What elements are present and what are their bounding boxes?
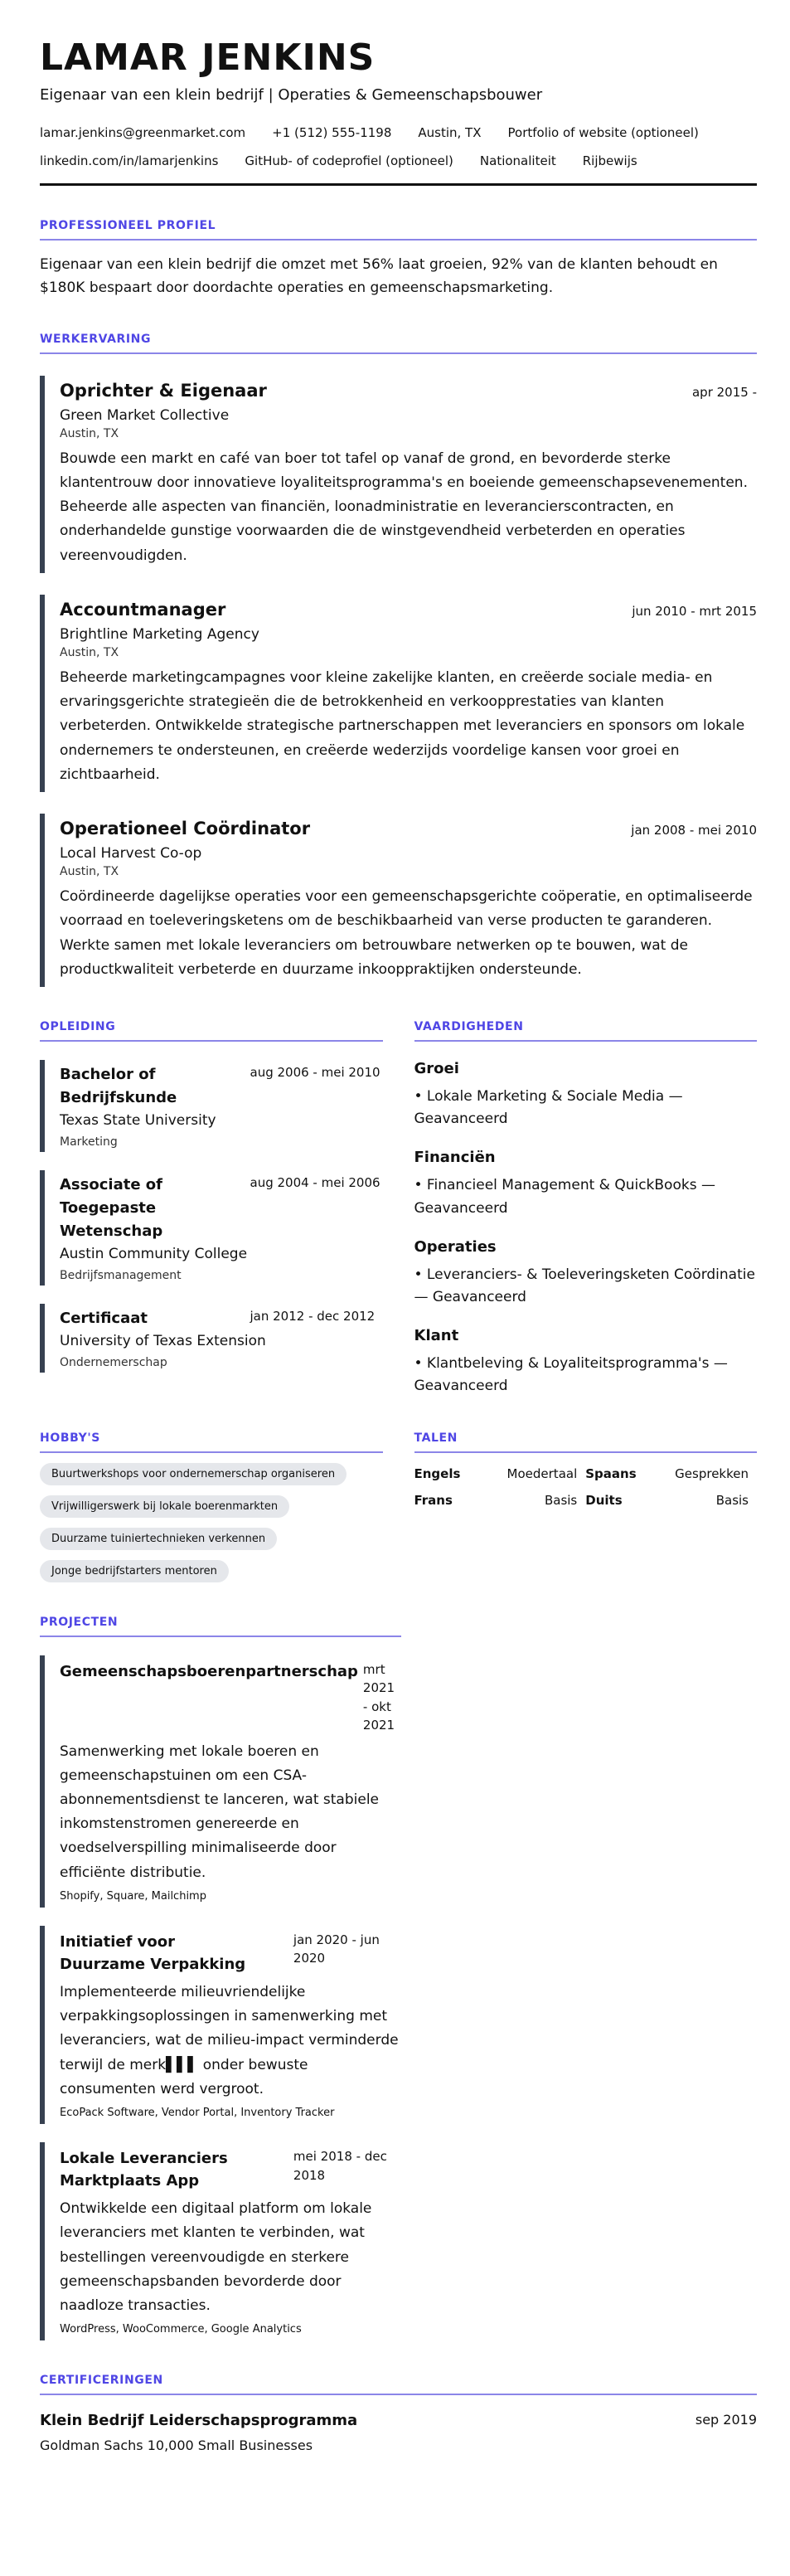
certification-entry [40, 2412, 757, 2453]
section-title-experience: WERKERVARING [40, 333, 757, 354]
project-description: Ontwikkelde een digitaal platform om lokale leveranciers met klanten te verbinden, wat bestellingen vereenvoudigde en sterkere gemeenschapsbanden bevorderde door naadloze transacties. [60, 2200, 372, 2315]
projects-section [40, 1616, 401, 2341]
hobby-chip: Buurtwerkshops voor ondernemerschap organiseren [40, 1463, 347, 1485]
contact-github[interactable]: GitHub- of codeprofiel (optioneel) [245, 153, 453, 169]
project-entry [40, 1926, 401, 2124]
education-entry [40, 1304, 383, 1373]
skill-item: • Financieel Management & QuickBooks — Geavanceerd [414, 1177, 715, 1217]
education-section [40, 1020, 383, 1398]
certification-name: Klein Bedrijf Leiderschapsprogramma [40, 2412, 358, 2430]
languages-section [414, 1431, 758, 1582]
education-date: jan 2012 - dec 2012 [250, 1308, 376, 1324]
job-location: Austin, TX [60, 426, 119, 440]
project-title: Initiatief voor Duurzame Verpakking [60, 1932, 246, 1973]
language-item [414, 1466, 586, 1481]
contact-email[interactable]: lamar.jenkins@greenmarket.com [40, 125, 246, 141]
education-date: aug 2004 - mei 2006 [250, 1175, 380, 1191]
job-date: jan 2008 - mei 2010 [631, 823, 757, 838]
language-item [585, 1466, 757, 1481]
section-title-projects: PROJECTEN [40, 1616, 401, 1637]
project-tech: Shopify, Square, Mailchimp [60, 1889, 206, 1903]
job-title: Accountmanager [60, 599, 226, 620]
education-entry [40, 1060, 383, 1152]
contact-linkedin[interactable]: linkedin.com/in/lamarjenkins [40, 153, 219, 169]
contact-row-2 [40, 153, 757, 168]
hobby-chip: Vrijwilligerswerk bij lokale boerenmarkten [40, 1495, 289, 1518]
contact-row-1 [40, 125, 757, 140]
job-entry [40, 814, 757, 987]
job-description: Bouwde een markt en café van boer tot tafel op vanaf de grond, en bevorderde sterke klantentrouw door innovatieve loyaliteitsprogramma's en boeiende gemeenschapsevenementen. Beheerde alle aspecten van financiën, loonadministratie en leverancierscontracten, en onderhandelde gunstige voorwaarden die de winstgevendheid verbeterden en operaties vereenvoudigden. [60, 450, 748, 564]
hobby-chip: Duurzame tuiniertechnieken verkennen [40, 1528, 277, 1550]
profile-section [40, 219, 757, 299]
language-name: Spaans [585, 1465, 637, 1481]
job-location: Austin, TX [60, 645, 119, 659]
education-field: Ondernemerschap [60, 1355, 167, 1369]
project-date: mei 2018 - dec 2018 [293, 2149, 387, 2183]
education-school: University of Texas Extension [60, 1332, 266, 1349]
contact-phone[interactable]: +1 (512) 555-1198 [272, 125, 392, 141]
skill-item: • Klantbeleving & Loyaliteitsprogramma's — Geavanceerd [414, 1355, 728, 1395]
contact-license: Rijbewijs [582, 153, 637, 169]
project-tech: EcoPack Software, Vendor Portal, Inventory Tracker [60, 2107, 335, 2120]
language-name: Duits [585, 1492, 623, 1508]
candidate-name: LAMAR JENKINS [40, 36, 376, 79]
project-entry [40, 1655, 401, 1908]
project-tech: WordPress, WooCommerce, Google Analytics [60, 2323, 302, 2336]
resume-header [40, 38, 757, 186]
language-name: Frans [414, 1492, 453, 1508]
project-description: Samenwerking met lokale boeren en gemeenschapstuinen om een CSA-abonnementsdienst te lanceren, wat stabiele inkomstenstromen genereerde en voedselverspilling minimaliseerde door efficiënte distributie. [60, 1742, 379, 1881]
project-entry [40, 2142, 401, 2340]
education-date: aug 2006 - mei 2010 [250, 1065, 380, 1081]
language-name: Engels [414, 1465, 461, 1481]
education-degree: Associate of Toegepaste Wetenschap [60, 1176, 163, 1240]
skill-category: Groei [414, 1060, 459, 1078]
section-title-hobbies: HOBBY'S [40, 1431, 383, 1453]
language-level: Basis [544, 1492, 578, 1508]
experience-section [40, 333, 757, 987]
contact-nationality: Nationaliteit [479, 153, 556, 169]
education-degree: Certificaat [60, 1309, 148, 1327]
education-field: Marketing [60, 1135, 118, 1149]
hobbies-languages-row [40, 1431, 757, 1582]
job-entry [40, 595, 757, 792]
projects-row [40, 1616, 757, 2341]
section-title-profile: PROFESSIONEEL PROFIEL [40, 219, 757, 241]
job-title: Operationeel Coördinator [60, 819, 311, 839]
skills-section [414, 1020, 758, 1398]
language-item [585, 1493, 757, 1508]
education-degree: Bachelor of Bedrijfskunde [60, 1066, 177, 1106]
job-description: Coördineerde dagelijkse operaties voor een gemeenschapsgerichte coöperatie, en optimaliseerde voorraad en toeleveringsketens om de beschikbaarheid van verse producten te garanderen. Werkte samen met lokale leveranciers om betrouwbare netwerken op te bouwen, wat de productkwaliteit verbeterde en duurzame inkooppraktijken ondersteunde. [60, 888, 753, 978]
skill-item: • Leveranciers- & Toeleveringsketen Coördinatie — Geavanceerd [414, 1266, 755, 1305]
education-skills-row [40, 1020, 757, 1398]
language-item [414, 1493, 586, 1508]
project-date: mrt 2021 - okt 2021 [362, 1661, 395, 1733]
language-level: Moedertaal [506, 1465, 578, 1481]
job-title: Oprichter & Eigenaar [60, 380, 267, 401]
language-level: Gesprekken [675, 1465, 749, 1481]
profile-text: Eigenaar van een klein bedrijf die omzet met 56% laat groeien, 92% van de klanten behoudt en $180K bespaart door doordachte operaties en gemeenschapsmarketing. [40, 256, 718, 296]
contact-portfolio[interactable]: Portfolio of website (optioneel) [507, 125, 699, 141]
certification-issuer: Goldman Sachs 10,000 Small Businesses [40, 2437, 313, 2454]
job-company: Brightline Marketing Agency [60, 625, 259, 643]
skill-item: • Lokale Marketing & Sociale Media — Geavanceerd [414, 1088, 683, 1128]
certification-date: sep 2019 [695, 2412, 757, 2428]
contact-location: Austin, TX [418, 125, 482, 141]
certifications-section [40, 2374, 757, 2453]
section-title-skills: VAARDIGHEDEN [414, 1020, 758, 1042]
project-title: Gemeenschapsboerenpartnerschap [60, 1662, 358, 1680]
education-field: Bedrijfsmanagement [60, 1268, 182, 1282]
project-title: Lokale Leveranciers Marktplaats App [60, 2150, 228, 2190]
header-divider [40, 183, 757, 186]
section-title-education: OPLEIDING [40, 1020, 383, 1042]
education-school: Texas State University [60, 1111, 216, 1129]
education-school: Austin Community College [60, 1245, 248, 1262]
skill-category: Operaties [414, 1237, 497, 1256]
job-entry [40, 376, 757, 573]
section-title-languages: TALEN [414, 1431, 758, 1453]
job-location: Austin, TX [60, 865, 119, 879]
project-description: Implementeerde milieuvriendelijke verpakkingsoplossingen in samenwerking met leveranciers, wat de milieu-impact verminderde terwijl de merk▌▌▌ onder bewuste consumenten werd vergroot. [60, 1983, 399, 2097]
project-date: jan 2020 - jun 2020 [293, 1932, 380, 1966]
job-company: Green Market Collective [60, 406, 230, 424]
hobby-chip: Jonge bedrijfstarters mentoren [40, 1560, 229, 1582]
job-date: apr 2015 - [691, 384, 757, 400]
projects-right-spacer [433, 1616, 757, 2341]
candidate-subtitle: Eigenaar van een klein bedrijf | Operaties & Gemeenschapsbouwer [40, 86, 543, 104]
language-level: Basis [715, 1492, 749, 1508]
job-company: Local Harvest Co-op [60, 845, 202, 863]
hobbies-section [40, 1431, 383, 1582]
section-title-certifications: CERTIFICERINGEN [40, 2374, 757, 2395]
skill-category: Financiën [414, 1149, 496, 1167]
job-description: Beheerde marketingcampagnes voor kleine zakelijke klanten, en creëerde sociale media- en ervaringsgerichte strategieën die de betrokkenheid en verkoopprestaties van klanten verbeterden. Ontwikkelde strategische partnerschappen met leveranciers en sponsors om lokale ondernemers te ondersteunen, en creëerde wederzijds voordelige kansen voor groei en zichtbaarheid. [60, 668, 745, 783]
education-entry [40, 1170, 383, 1286]
job-date: jun 2010 - mrt 2015 [632, 603, 757, 619]
skill-category: Klant [414, 1327, 459, 1345]
